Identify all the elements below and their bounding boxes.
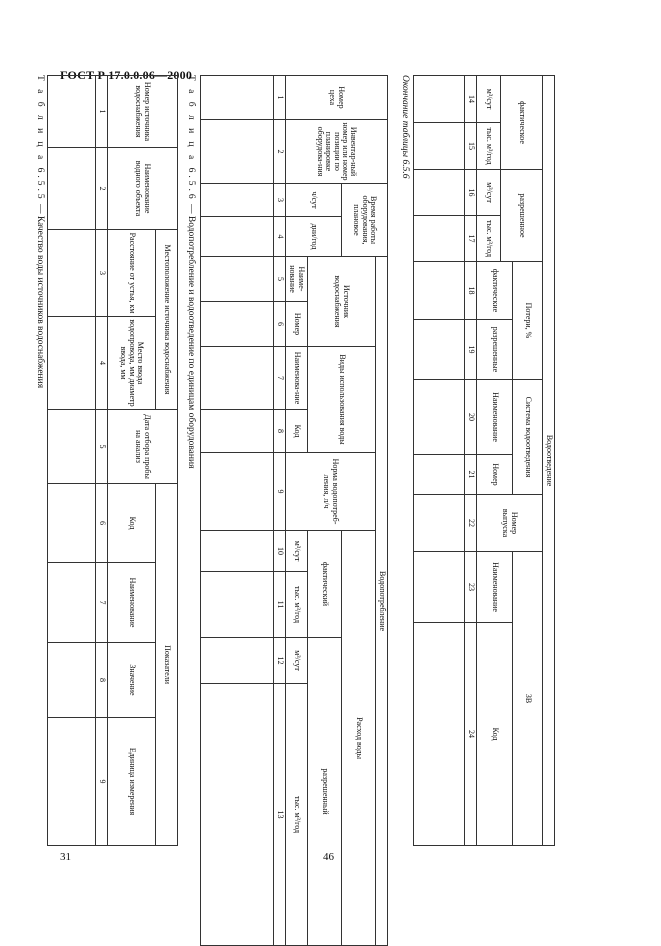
num-cell: 4 — [96, 317, 108, 410]
num-cell: 4 — [274, 217, 286, 257]
num-cell: 2 — [96, 148, 108, 230]
num-cell: 6 — [274, 302, 286, 347]
table-656-label: Т а б л и ц а 6.5.6 — [186, 75, 196, 202]
u-actual-year: тыс. м³/год — [286, 572, 308, 638]
h-water-object: Наименование водного объекта — [108, 148, 178, 230]
u-actual-year: тыс. м³/год — [477, 123, 501, 170]
h-sys-number: Номер — [477, 455, 513, 495]
table-656 — [200, 75, 388, 946]
table-655-title: — Качество воды источников водоснабжения — [35, 201, 45, 389]
page-number-left: 31 — [60, 851, 71, 863]
h-name: Наименование — [108, 563, 156, 643]
num-cell: 19 — [465, 320, 477, 380]
h-shop: Номер цеха — [286, 76, 388, 120]
h-system: Система водоотведения — [513, 380, 543, 495]
document-header: ГОСТ Р 17.0.0.06—2000 — [60, 68, 193, 82]
u-actual-day: м³/сут — [286, 531, 308, 572]
h-permitted: разрешенное — [501, 170, 543, 262]
h-value: Значение — [108, 643, 156, 718]
table-656-end — [413, 75, 555, 846]
num-cell: 3 — [274, 184, 286, 217]
num-cell: 9 — [274, 453, 286, 531]
h-flow: Расход воды — [342, 531, 376, 946]
u-actual-day: м³/сут — [477, 76, 501, 123]
h-use-types: Виды использования воды — [308, 347, 376, 453]
num-cell: 15 — [465, 123, 477, 170]
num-cell: 16 — [465, 170, 477, 216]
num-cell: 21 — [465, 455, 477, 495]
h-supply-source: Источник водоснабжения — [308, 257, 376, 347]
h-losses: Потери, % — [513, 262, 543, 380]
h-use-code: Код — [286, 410, 308, 453]
h-use-name: Наименова-ние — [286, 347, 308, 410]
num-cell: 14 — [465, 76, 477, 123]
table-656-title: — Водопотребление и водоотведение по единицам оборудования — [186, 201, 196, 469]
h-source-name: Наиме-нование — [286, 257, 308, 302]
number-row — [96, 76, 108, 846]
num-cell: 5 — [96, 410, 108, 484]
h-loss-permitted: разрешенные — [477, 320, 513, 380]
empty-row — [48, 76, 96, 846]
num-cell: 20 — [465, 380, 477, 455]
num-cell: 1 — [274, 76, 286, 120]
h-hours: ч/сут — [286, 184, 342, 217]
table-656-caption — [186, 75, 196, 468]
h-distance: Расстояние от устья, км — [108, 230, 156, 317]
h-sample-date: Дата отбора пробы на анализ — [108, 410, 178, 484]
h-days: дни/год — [286, 217, 342, 257]
h-unit: Единица измерения — [108, 718, 156, 846]
page-number-center: 46 — [323, 851, 334, 863]
table-655-caption — [35, 75, 45, 388]
num-cell: 10 — [274, 531, 286, 572]
num-cell: 7 — [274, 347, 286, 410]
empty-row — [414, 76, 465, 846]
h-zv-name: Наименование — [477, 552, 513, 623]
h-intake-place: Место ввода водопровода, мм диаметр ввода, мм — [108, 317, 156, 410]
num-cell: 22 — [465, 495, 477, 552]
num-cell: 23 — [465, 552, 477, 623]
h-inventory: Инвентар-ный номер или номер позиции по планировке оборудова-ния — [286, 120, 388, 184]
num-cell: 7 — [96, 563, 108, 643]
h-zv-code: Код — [477, 623, 513, 846]
h-consumption: Водопотребление — [376, 257, 388, 946]
num-cell: 18 — [465, 262, 477, 320]
h-actual: фактическое — [501, 76, 543, 170]
u-permitted-day: м³/сут — [477, 170, 501, 216]
h-norm: Норма водопотреб-ления, л/ч — [286, 453, 376, 531]
num-cell: 11 — [274, 572, 286, 638]
table-655 — [47, 75, 178, 846]
h-disposal: Водоотведение — [543, 76, 555, 846]
num-cell: 1 — [96, 76, 108, 148]
h-loss-actual: фактические — [477, 262, 513, 320]
num-cell: 6 — [96, 484, 108, 563]
u-permitted-year: тыс. м³/год — [477, 216, 501, 262]
table-656-end-caption: Окончание таблицы 6.5.6 — [400, 75, 410, 179]
h-code: Код — [108, 484, 156, 563]
num-cell: 8 — [274, 410, 286, 453]
num-cell: 5 — [274, 257, 286, 302]
table-655-label: Т а б л и ц а 6.5.5 — [35, 75, 45, 202]
num-cell: 24 — [465, 623, 477, 846]
num-cell: 12 — [274, 638, 286, 684]
number-row — [465, 76, 477, 846]
h-permitted: разрешенный — [308, 638, 342, 946]
h-pollutants: ЗВ — [513, 552, 543, 846]
number-row — [274, 76, 286, 946]
u-permitted-day: м³/сут — [286, 638, 308, 684]
h-sys-name: Наименование — [477, 380, 513, 455]
h-indicators: Показатели — [156, 484, 178, 846]
h-source-num: Номер — [286, 302, 308, 347]
num-cell: 2 — [274, 120, 286, 184]
h-location: Местоположение источника водоснабжения — [156, 230, 178, 410]
empty-row — [201, 76, 274, 946]
rotated-tables-area — [0, 75, 568, 845]
num-cell: 3 — [96, 230, 108, 317]
u-permitted-year: тыс. м³/год — [286, 684, 308, 946]
num-cell: 8 — [96, 643, 108, 718]
num-cell: 17 — [465, 216, 477, 262]
num-cell: 9 — [96, 718, 108, 846]
h-source-number: Номер источника водоснабжения — [108, 76, 178, 148]
h-worktime: Время работы оборудования, плановое — [342, 184, 388, 257]
h-actual: фактический — [308, 531, 342, 638]
h-outlet: Номер выпуска — [477, 495, 543, 552]
num-cell: 13 — [274, 684, 286, 946]
